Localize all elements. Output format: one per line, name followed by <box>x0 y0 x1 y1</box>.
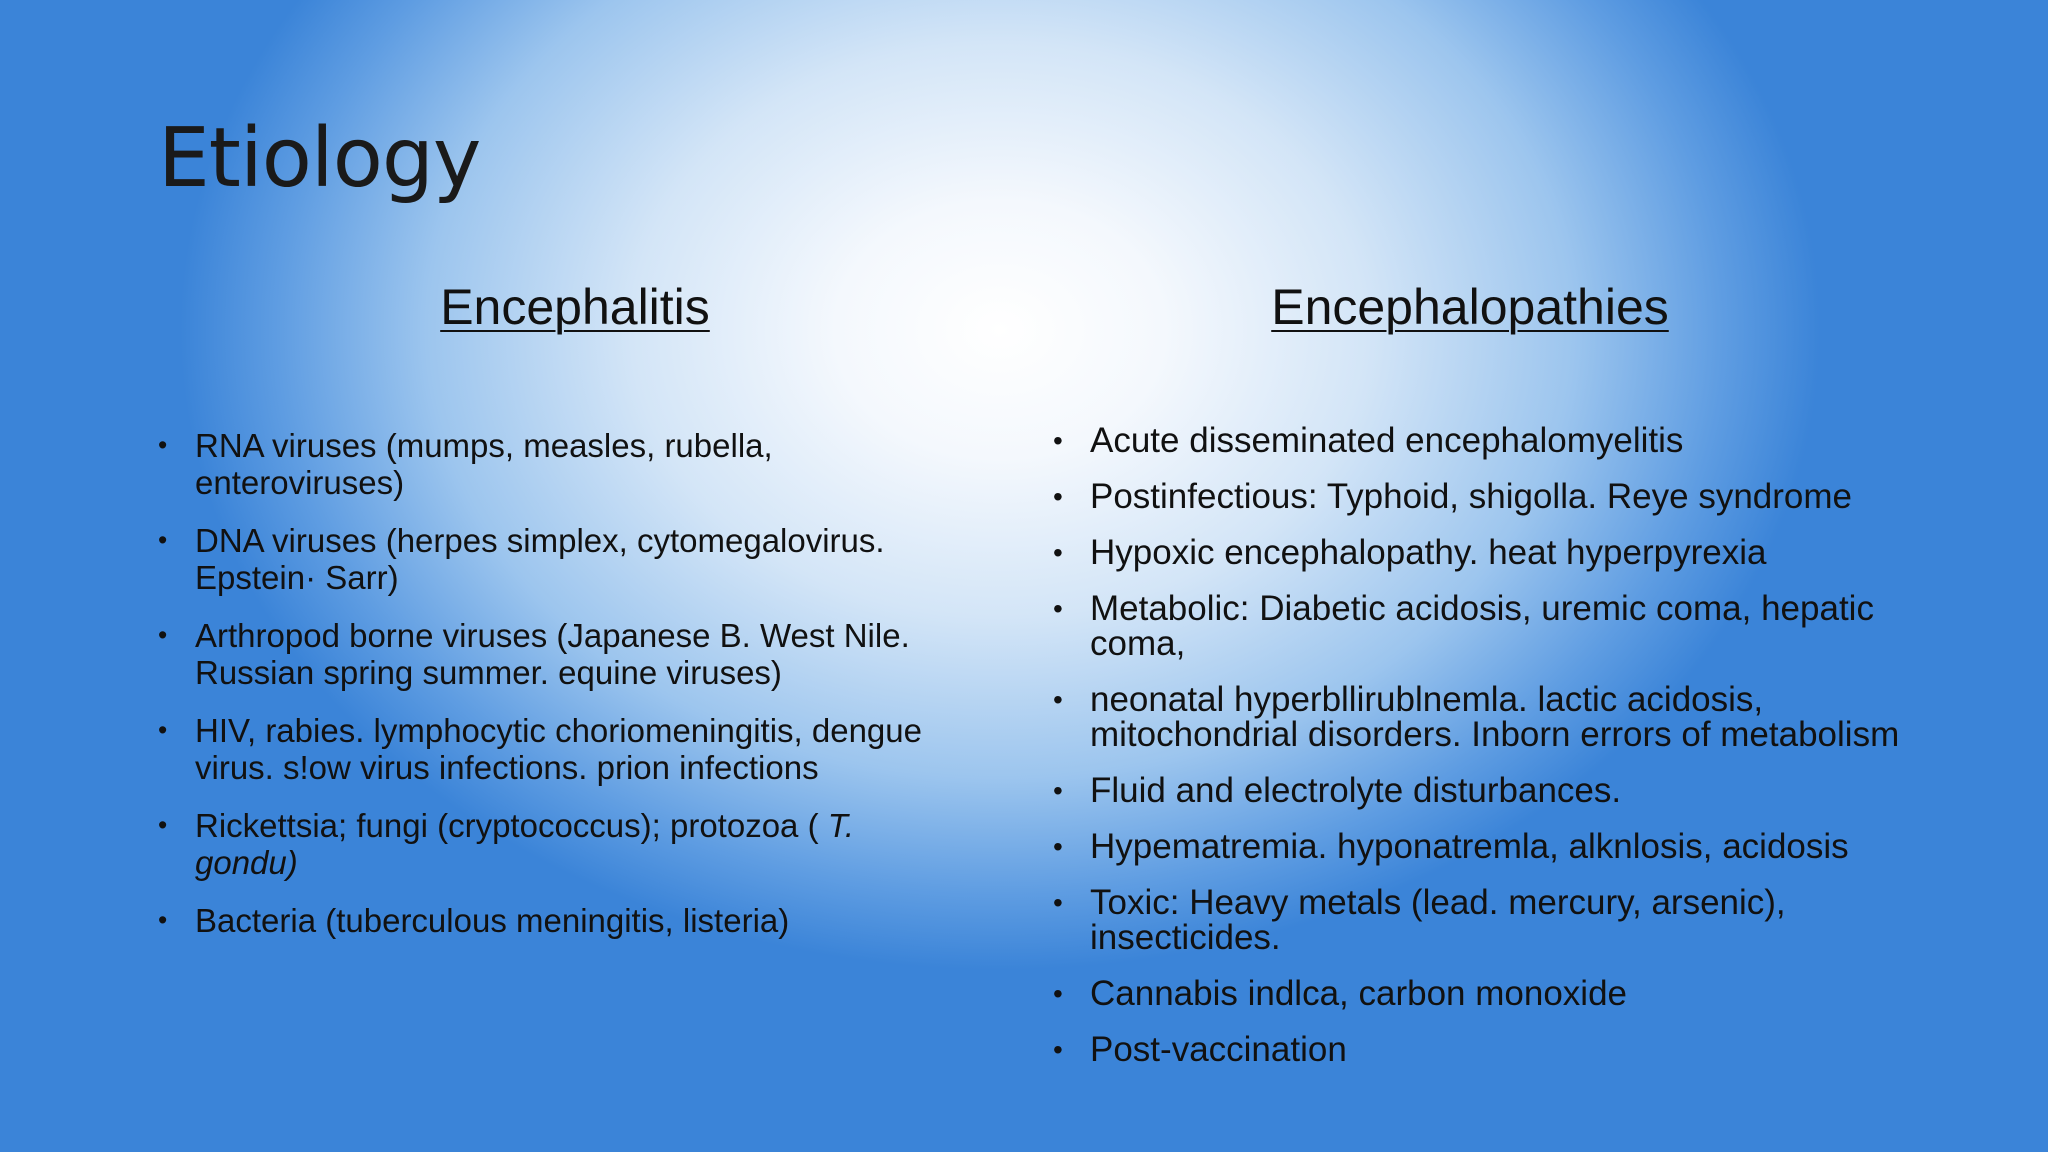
list-item-text: Hypoxic encephalopathy. heat hyperpyrexia <box>1090 533 1767 572</box>
list-item <box>1053 479 1913 514</box>
list-item-text: Hypematremia. hyponatremla, alknlosis, acidosis <box>1090 827 1849 866</box>
bullet-icon: • <box>1053 593 1063 624</box>
list-item-italic-text: T. gondu) <box>195 807 855 881</box>
list-item <box>158 522 958 596</box>
list-item-text: Postinfectious: Typhoid, shigolla. Reye syndrome <box>1090 477 1852 516</box>
slide-title: Etiology <box>158 111 481 206</box>
bullet-icon: • <box>1053 684 1063 715</box>
list-item <box>158 902 958 939</box>
list-item-text: Cannabis indlca, carbon monoxide <box>1090 974 1627 1013</box>
bullet-icon: • <box>1053 1034 1063 1065</box>
encephalopathies-heading: Encephalopathies <box>1271 279 1669 335</box>
list-item-text: Rickettsia; fungi (cryptococcus); protozoa ( <box>195 807 819 844</box>
list-item <box>1053 885 1913 955</box>
list-item-text: Fluid and electrolyte disturbances. <box>1090 771 1622 810</box>
bullet-icon: • <box>1053 887 1063 918</box>
bullet-icon: • <box>1053 425 1063 456</box>
encephalitis-heading: Encephalitis <box>440 279 710 335</box>
bullet-icon: • <box>158 810 168 840</box>
list-item-text: Metabolic: Diabetic acidosis, uremic coma, hepatic coma, <box>1090 589 1874 663</box>
list-item <box>1053 535 1913 570</box>
bullet-icon: • <box>158 430 168 460</box>
list-item-text: Post-vaccination <box>1090 1030 1347 1069</box>
list-item-text: neonatal hyperbllirublnemla. lactic acidosis, mitochondrial disorders. Inborn errors of metabolism <box>1090 680 1900 754</box>
list-item <box>158 617 958 691</box>
list-item <box>158 427 958 501</box>
bullet-icon: • <box>158 905 168 935</box>
list-item <box>1053 682 1913 752</box>
bullet-icon: • <box>1053 978 1063 1009</box>
list-item <box>1053 773 1913 808</box>
encephalitis-list <box>158 427 958 960</box>
bullet-icon: • <box>1053 831 1063 862</box>
bullet-icon: • <box>1053 481 1063 512</box>
list-item <box>1053 1032 1913 1067</box>
bullet-icon: • <box>1053 537 1063 568</box>
encephalopathies-list <box>1053 423 1913 1088</box>
list-item-text: DNA viruses (herpes simplex, cytomegalovirus. Epstein· Sarr) <box>195 522 885 596</box>
list-item-text: Arthropod borne viruses (Japanese B. West Nile. Russian spring summer. equine viruses) <box>195 617 910 691</box>
bullet-icon: • <box>158 620 168 650</box>
list-item <box>1053 591 1913 661</box>
bullet-icon: • <box>158 525 168 555</box>
list-item <box>1053 829 1913 864</box>
list-item <box>158 712 958 786</box>
list-item-text: Toxic: Heavy metals (lead. mercury, arsenic), insecticides. <box>1090 883 1786 957</box>
list-item <box>1053 976 1913 1011</box>
list-item-text: HIV, rabies. lymphocytic choriomeningitis, dengue virus. s!ow virus infections. prion infections <box>195 712 922 786</box>
list-item-text: Acute disseminated encephalomyelitis <box>1090 421 1684 460</box>
list-item <box>1053 423 1913 458</box>
bullet-icon: • <box>158 715 168 745</box>
bullet-icon: • <box>1053 775 1063 806</box>
list-item-text: Bacteria (tuberculous meningitis, listeria) <box>195 902 790 939</box>
list-item <box>158 807 958 881</box>
list-item-text: RNA viruses (mumps, measles, rubella, enteroviruses) <box>195 427 773 501</box>
